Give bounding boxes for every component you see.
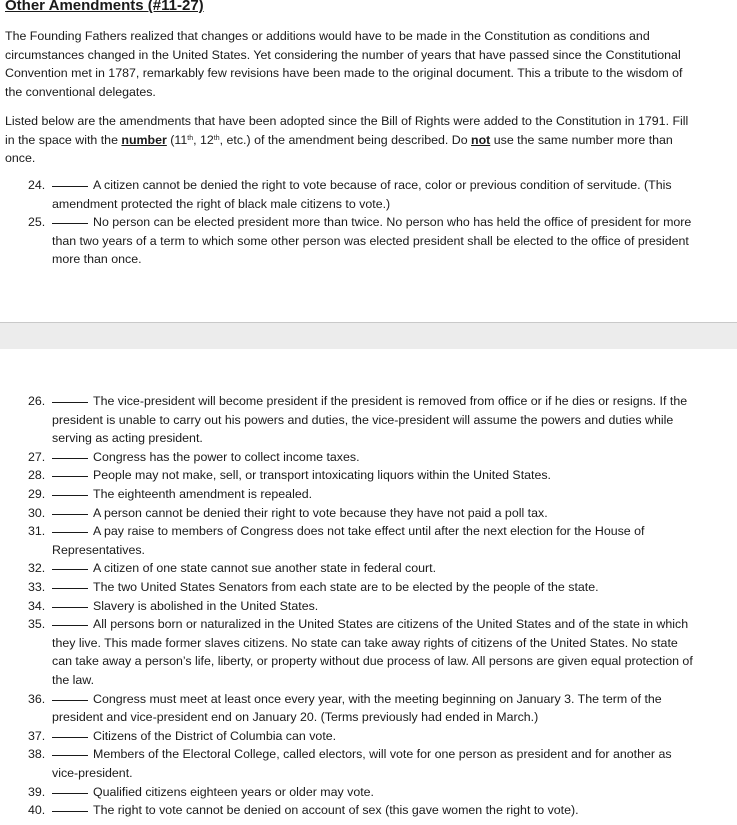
page-title: Other Amendments (#11-27) — [5, 0, 204, 14]
item-description — [52, 578, 700, 597]
item-number: 36. — [28, 691, 46, 706]
ordinal-suffix: th — [187, 134, 194, 142]
item-description — [52, 448, 700, 467]
item-number: 35. — [28, 617, 46, 632]
amendment-item — [28, 783, 700, 802]
item-description — [52, 213, 700, 269]
amendment-item — [28, 745, 700, 782]
answer-blank[interactable] — [52, 754, 88, 756]
amendment-item — [28, 578, 700, 597]
item-text: Slavery is abolished in the United States. — [93, 598, 319, 613]
item-number: 28. — [28, 468, 46, 483]
amendment-item — [28, 597, 700, 616]
item-description — [52, 522, 700, 559]
item-number: 38. — [28, 747, 46, 762]
answer-blank[interactable] — [52, 624, 88, 626]
amendment-item — [28, 176, 700, 213]
item-description — [52, 559, 700, 578]
item-number: 24. — [28, 178, 46, 192]
item-text: The eighteenth amendment is repealed. — [93, 487, 313, 501]
answer-blank[interactable] — [52, 531, 88, 533]
item-number: 39. — [28, 784, 46, 799]
item-description — [52, 783, 700, 802]
item-description — [52, 690, 700, 727]
amendment-item — [28, 466, 700, 485]
amendment-item — [28, 522, 700, 559]
answer-blank[interactable] — [52, 810, 88, 812]
item-text: Congress must meet at least once every year, with the meeting beginning on January 3. The term of the president and vice-president end on January 20. (Terms previously had ended in March.) — [52, 691, 662, 725]
amendment-item — [28, 801, 700, 820]
answer-blank[interactable] — [52, 792, 88, 794]
instructions-emphasis-number: number — [121, 132, 167, 147]
instructions-text: (11 — [166, 132, 188, 147]
item-text: Citizens of the District of Columbia can vote. — [93, 728, 337, 743]
answer-blank[interactable] — [52, 513, 88, 515]
item-description — [52, 466, 700, 485]
item-number: 29. — [28, 487, 46, 501]
item-description — [52, 615, 700, 689]
instructions-paragraph — [5, 112, 695, 168]
item-text: Members of the Electoral College, called electors, will vote for one person as president and for another as vice-president. — [52, 747, 672, 780]
item-text: The right to vote cannot be denied on account of sex (this gave women the right to vote). — [93, 803, 579, 818]
answer-blank[interactable] — [52, 185, 88, 187]
item-text: No person can be elected president more than twice. No person who has held the office of president for more than two years of a term to which some other person was elected president shall be elected to the office of president more than once. — [52, 215, 692, 267]
item-description — [52, 727, 700, 746]
item-description — [52, 801, 700, 820]
item-text: The two United States Senators from each state are to be elected by the people of the state. — [93, 580, 599, 594]
document-page-1 — [0, 0, 737, 322]
amendment-item — [28, 727, 700, 746]
answer-blank[interactable] — [52, 736, 88, 738]
answer-blank[interactable] — [52, 699, 88, 701]
item-description — [52, 597, 700, 616]
item-number: 27. — [28, 449, 46, 464]
item-number: 40. — [28, 803, 46, 818]
amendment-item — [28, 615, 700, 689]
item-number: 26. — [28, 394, 46, 408]
item-text: The vice-president will become president if the president is removed from office or if he dies or resigns. If the president is unable to carry out his powers and duties, the vice-president will assume the powers and duties while serving as acting president. — [52, 394, 688, 446]
answer-blank[interactable] — [52, 401, 88, 403]
item-text: A citizen of one state cannot sue another state in federal court. — [93, 561, 437, 576]
item-description — [52, 504, 700, 523]
item-number: 34. — [28, 598, 46, 613]
instructions-text: , etc.) of the amendment being described. Do — [219, 132, 472, 147]
amendment-item — [28, 504, 700, 523]
instructions-text: , 12 — [193, 132, 214, 147]
instructions-emphasis-not: not — [471, 132, 491, 147]
item-text: All persons born or naturalized in the United States are citizens of the United States and of the state in which they live. This made former slaves citizens. No state can take away rights of citizens of the United States. No state can take away a person’s life, liberty, or property without due process of law. All persons are given equal protection of the law. — [52, 617, 693, 687]
page-break-gap — [0, 322, 737, 350]
amendment-item — [28, 690, 700, 727]
amendment-item — [28, 392, 700, 448]
document-page-2 — [0, 349, 737, 825]
answer-blank[interactable] — [52, 475, 88, 477]
answer-blank[interactable] — [52, 587, 88, 589]
instructions-text: Listed below are the amendments that have been adopted since the Bill of Rights were added to the Constitution in 1791. Fill in the space with the — [5, 114, 689, 147]
answer-blank[interactable] — [52, 606, 88, 608]
item-text: A person cannot be denied their right to vote because they have not paid a poll tax. — [93, 505, 548, 520]
item-text: Congress has the power to collect income taxes. — [93, 449, 360, 464]
intro-paragraph: The Founding Fathers realized that changes or additions would have to be made in the Constitution as conditions and circumstances changed in the United States. Yet considering the number of years that have passed since the Constitutional Convention met in 1787, remarkably few revisions have been made to the original document. This a tribute to the wisdom of the conventional delegates. — [5, 29, 683, 99]
item-number: 30. — [28, 505, 46, 520]
amendment-item — [28, 448, 700, 467]
item-description — [52, 485, 700, 504]
ordinal-suffix: th — [213, 134, 220, 142]
answer-blank[interactable] — [52, 457, 88, 459]
item-text: A citizen cannot be denied the right to vote because of race, color or previous condition of servitude. (This amendment protected the right of black male citizens to vote.) — [52, 178, 672, 211]
item-number: 32. — [28, 561, 46, 576]
item-number: 25. — [28, 215, 46, 230]
item-description — [52, 745, 700, 782]
item-text: Qualified citizens eighteen years or older may vote. — [93, 784, 374, 799]
item-text: A pay raise to members of Congress does not take effect until after the next election for the House of Representatives. — [52, 524, 645, 557]
item-number: 31. — [28, 524, 46, 539]
amendment-item — [28, 485, 700, 504]
item-number: 37. — [28, 728, 46, 743]
amendment-item — [28, 213, 700, 269]
amendment-item — [28, 559, 700, 578]
answer-blank[interactable] — [52, 222, 88, 224]
item-text: People may not make, sell, or transport intoxicating liquors within the United States. — [93, 468, 551, 483]
item-description — [52, 176, 700, 213]
instructions-text: use the same number more than once. — [5, 132, 673, 166]
item-number: 33. — [28, 580, 46, 594]
answer-blank[interactable] — [52, 568, 88, 570]
item-description — [52, 392, 700, 448]
answer-blank[interactable] — [52, 494, 88, 496]
